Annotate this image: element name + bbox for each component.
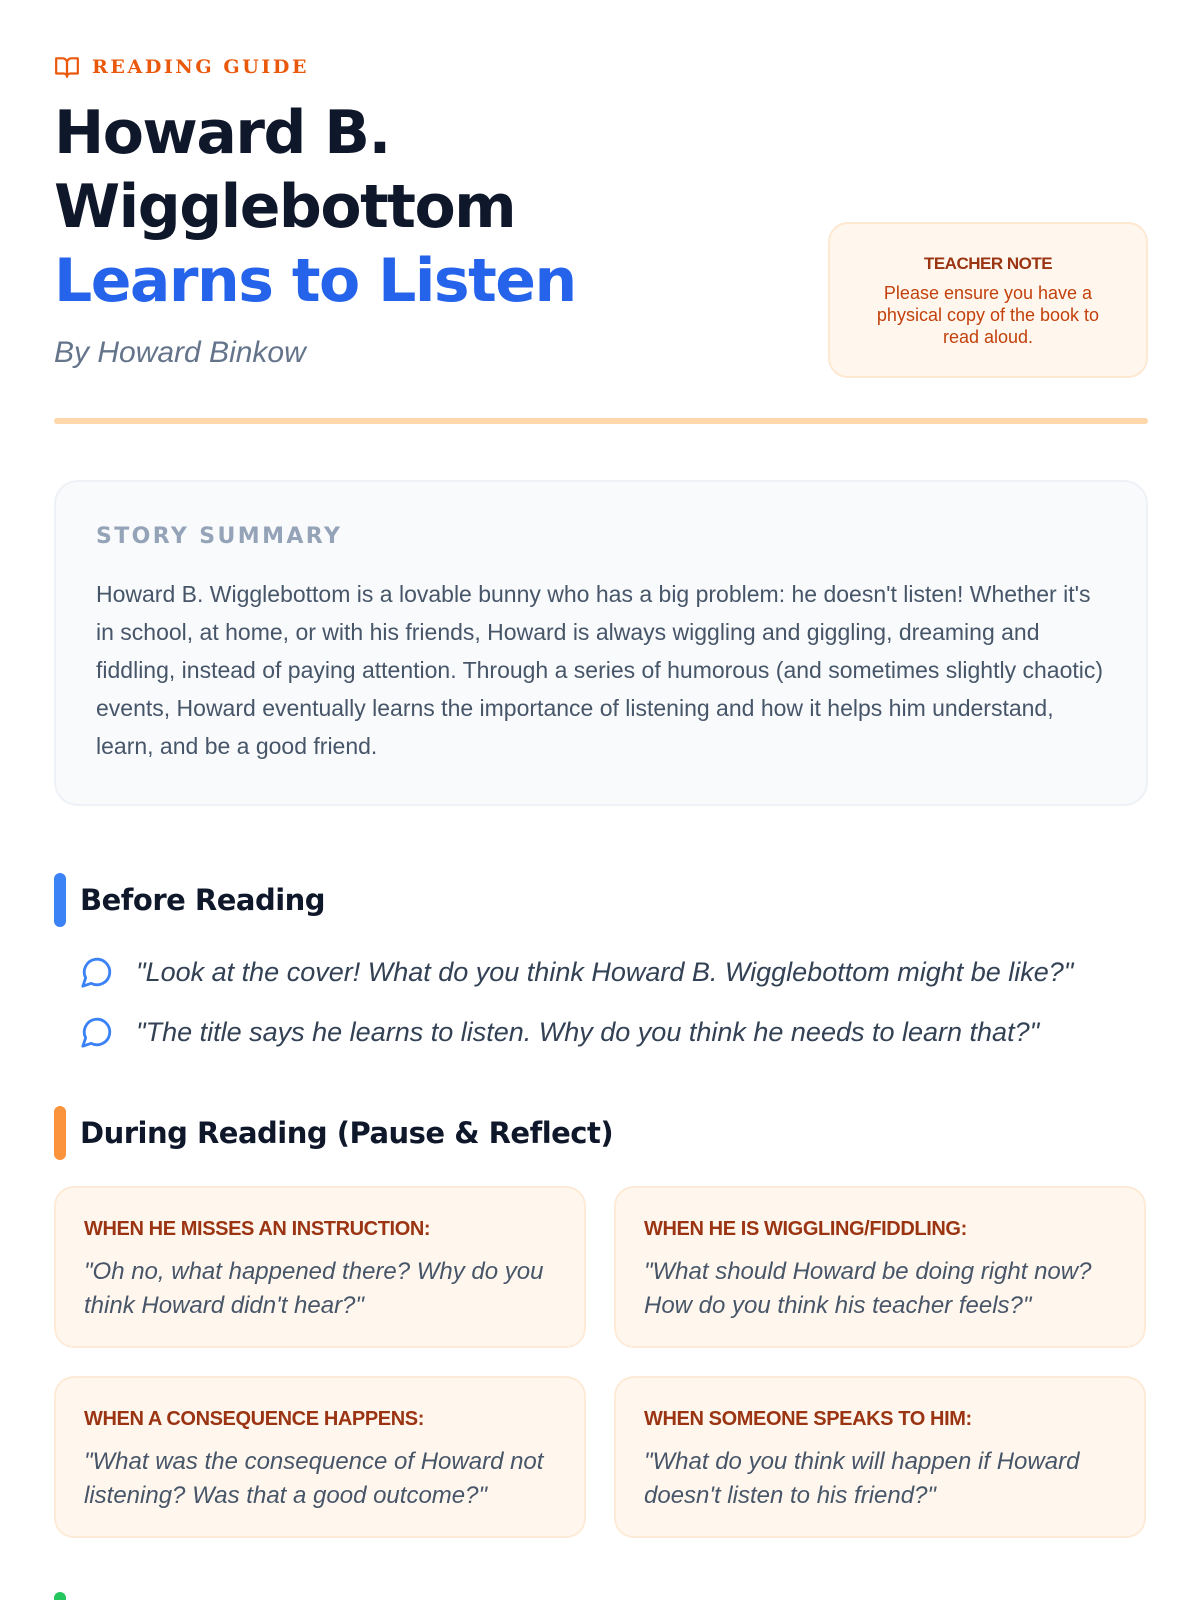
- card-question: "What should Howard be doing right now? How do you think his teacher feels?": [644, 1258, 1092, 1319]
- reflect-card: [54, 1376, 586, 1538]
- card-label: WHEN SOMEONE SPEAKS TO HIM:: [644, 1408, 972, 1430]
- reading-guide-page: [54, 0, 1148, 1600]
- question-item: [80, 1015, 1039, 1049]
- section-accent-bar: [54, 1106, 66, 1160]
- story-summary: [54, 480, 1148, 806]
- reflect-card: [614, 1376, 1146, 1538]
- question-item: [80, 955, 1073, 989]
- during-reading-header: [54, 1106, 613, 1160]
- section-accent-bar: [54, 1592, 66, 1600]
- author-byline: By Howard Binkow: [54, 336, 306, 369]
- header-divider: [54, 418, 1148, 424]
- section-accent-bar: [54, 873, 66, 927]
- book-open-icon: [54, 54, 80, 80]
- question-text: "Look at the cover! What do you think Howard B. Wigglebottom might be like?": [136, 956, 1074, 987]
- speech-bubble-icon: [80, 1015, 136, 1049]
- section-title: Before Reading: [80, 883, 326, 917]
- question-text: "The title says he learns to listen. Why do you think he needs to learn that?": [136, 1016, 1040, 1047]
- teacher-note-title: TEACHER NOTE: [923, 254, 1053, 273]
- teacher-note: [828, 222, 1148, 378]
- teacher-note-body: Please ensure you have a physical copy of the book to read aloud.: [876, 283, 1100, 347]
- title-line-3: Learns to Listen: [54, 246, 576, 316]
- card-label: WHEN HE IS WIGGLING/FIDDLING:: [644, 1218, 967, 1240]
- reflect-card: [54, 1186, 586, 1348]
- section-title: During Reading (Pause & Reflect): [80, 1116, 614, 1150]
- page-title: [54, 96, 576, 318]
- speech-bubble-icon: [80, 955, 136, 989]
- card-label: WHEN A CONSEQUENCE HAPPENS:: [84, 1408, 424, 1430]
- next-section-header: [54, 1592, 80, 1600]
- card-question: "Oh no, what happened there? Why do you think Howard didn't hear?": [84, 1258, 544, 1319]
- summary-body: Howard B. Wigglebottom is a lovable bunny who has a big problem: he doesn't listen! Whether it's in school, at home, or with his friends, Howard is always wiggling and giggling, dreaming and fiddling, instead of paying attention. Through a series of humorous (and sometimes slightly chaotic) events, Howard eventually learns the importance of listening and how it helps him understand, learn, and be a good friend.: [96, 581, 1104, 759]
- before-reading-header: [54, 873, 325, 927]
- card-label: WHEN HE MISSES AN INSTRUCTION:: [84, 1218, 431, 1240]
- summary-heading: STORY SUMMARY: [96, 524, 343, 549]
- title-line-1: Howard B.: [54, 98, 390, 168]
- eyebrow-label: READING GUIDE: [92, 56, 310, 78]
- eyebrow: [54, 54, 309, 80]
- card-question: "What was the consequence of Howard not listening? Was that a good outcome?": [84, 1448, 544, 1509]
- reflect-card: [614, 1186, 1146, 1348]
- title-line-2: Wigglebottom: [54, 172, 516, 242]
- card-question: "What do you think will happen if Howard doesn't listen to his friend?": [644, 1448, 1080, 1509]
